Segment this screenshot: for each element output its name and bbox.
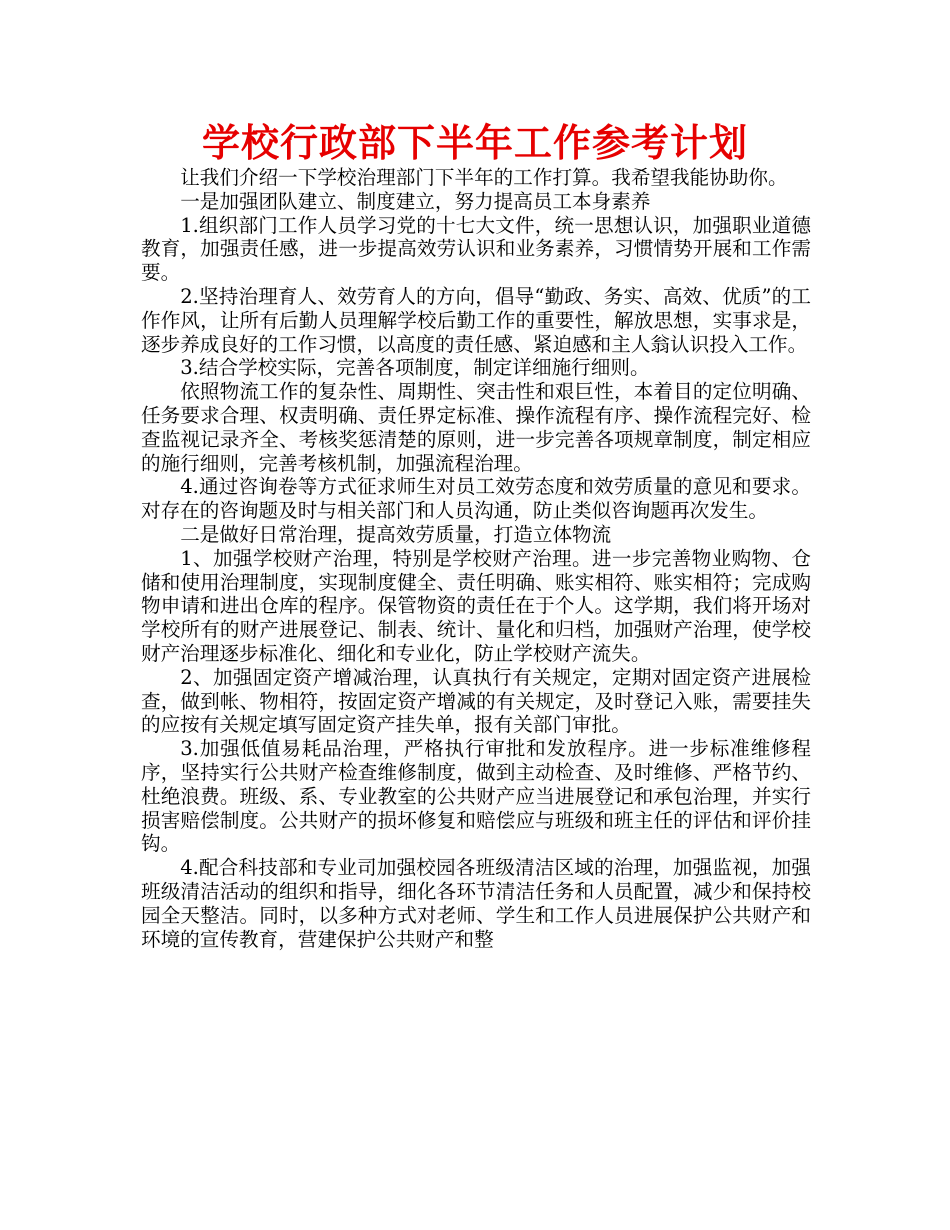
paragraph: 2、加强固定资产增减治理，认真执行有关规定，定期对固定资产进展检查，做到帐、物相符，按固定资产增减的有关规定，及时登记入账，需要挂失的应按有关规定填写固定资产挂失单，报有关部门审批。 (141, 665, 811, 737)
paragraph: 4.配合科技部和专业司加强校园各班级清洁区域的治理，加强监视，加强班级清洁活动的组织和指导，细化各环节清洁任务和人员配置，减少和保持校园全天整洁。同时，以多种方式对老师、学生和工作人员进展保护公共财产和环境的宣传教育，营建保护公共财产和整 (141, 856, 811, 951)
document-body (141, 166, 811, 951)
paragraph: 依照物流工作的复杂性、周期性、突击性和艰巨性，本着目的定位明确、任务要求合理、权责明确、责任界定标准、操作流程有序、操作流程完好、检查监视记录齐全、考核奖惩清楚的原则，进一步完善各项规章制度，制定相应的施行细则，完善考核机制，加强流程治理。 (141, 380, 811, 475)
document-title: 学校行政部下半年工作参考计划 (201, 121, 748, 165)
section-heading-1: 一是加强团队建立、制度建立，努力提高员工本身素养 (180, 189, 651, 213)
paragraph: 1、加强学校财产治理，特别是学校财产治理。进一步完善物业购物、仓储和使用治理制度，实现制度健全、责任明确、账实相符、账实相符；完成购物申请和进出仓库的程序。保管物资的责任在于个人。这学期，我们将开场对学校所有的财产进展登记、制表、统计、量化和归档，加强财产治理，使学校财产治理逐步标准化、细化和专业化，防止学校财产流失。 (141, 546, 811, 665)
paragraph: 1.组织部门工作人员学习党的十七大文件，统一思想认识，加强职业道德教育，加强责任感，进一步提高效劳认识和业务素养，习惯情势开展和工作需要。 (141, 213, 811, 285)
intro-paragraph: 让我们介绍一下学校治理部门下半年的工作打算。我希望我能协助你。 (180, 166, 788, 189)
paragraph: 4.通过咨询卷等方式征求师生对员工效劳态度和效劳质量的意见和要求。对存在的咨询题及时与相关部门和人员沟通，防止类似咨询题再次发生。 (141, 475, 811, 523)
section-heading-2: 二是做好日常治理，提高效劳质量，打造立体物流 (180, 522, 612, 546)
paragraph: 3.结合学校实际，完善各项制度，制定详细施行细则。 (180, 356, 650, 380)
paragraph: 3.加强低值易耗品治理，严格执行审批和发放程序。进一步标准维修程序，坚持实行公共财产检查维修制度，做到主动检查、及时维修、严格节约、杜绝浪费。班级、系、专业教室的公共财产应当进展登记和承包治理，并实行损害赔偿制度。公共财产的损坏修复和赔偿应与班级和班主任的评估和评价挂钩。 (141, 737, 811, 856)
paragraph: 2.坚持治理育人、效劳育人的方向，倡导“勤政、务实、高效、优质”的工作作风，让所有后勤人员理解学校后勤工作的重要性，解放思想，实事求是，逐步养成良好的工作习惯，以高度的责任感、紧迫感和主人翁认识投入工作。 (141, 284, 811, 356)
